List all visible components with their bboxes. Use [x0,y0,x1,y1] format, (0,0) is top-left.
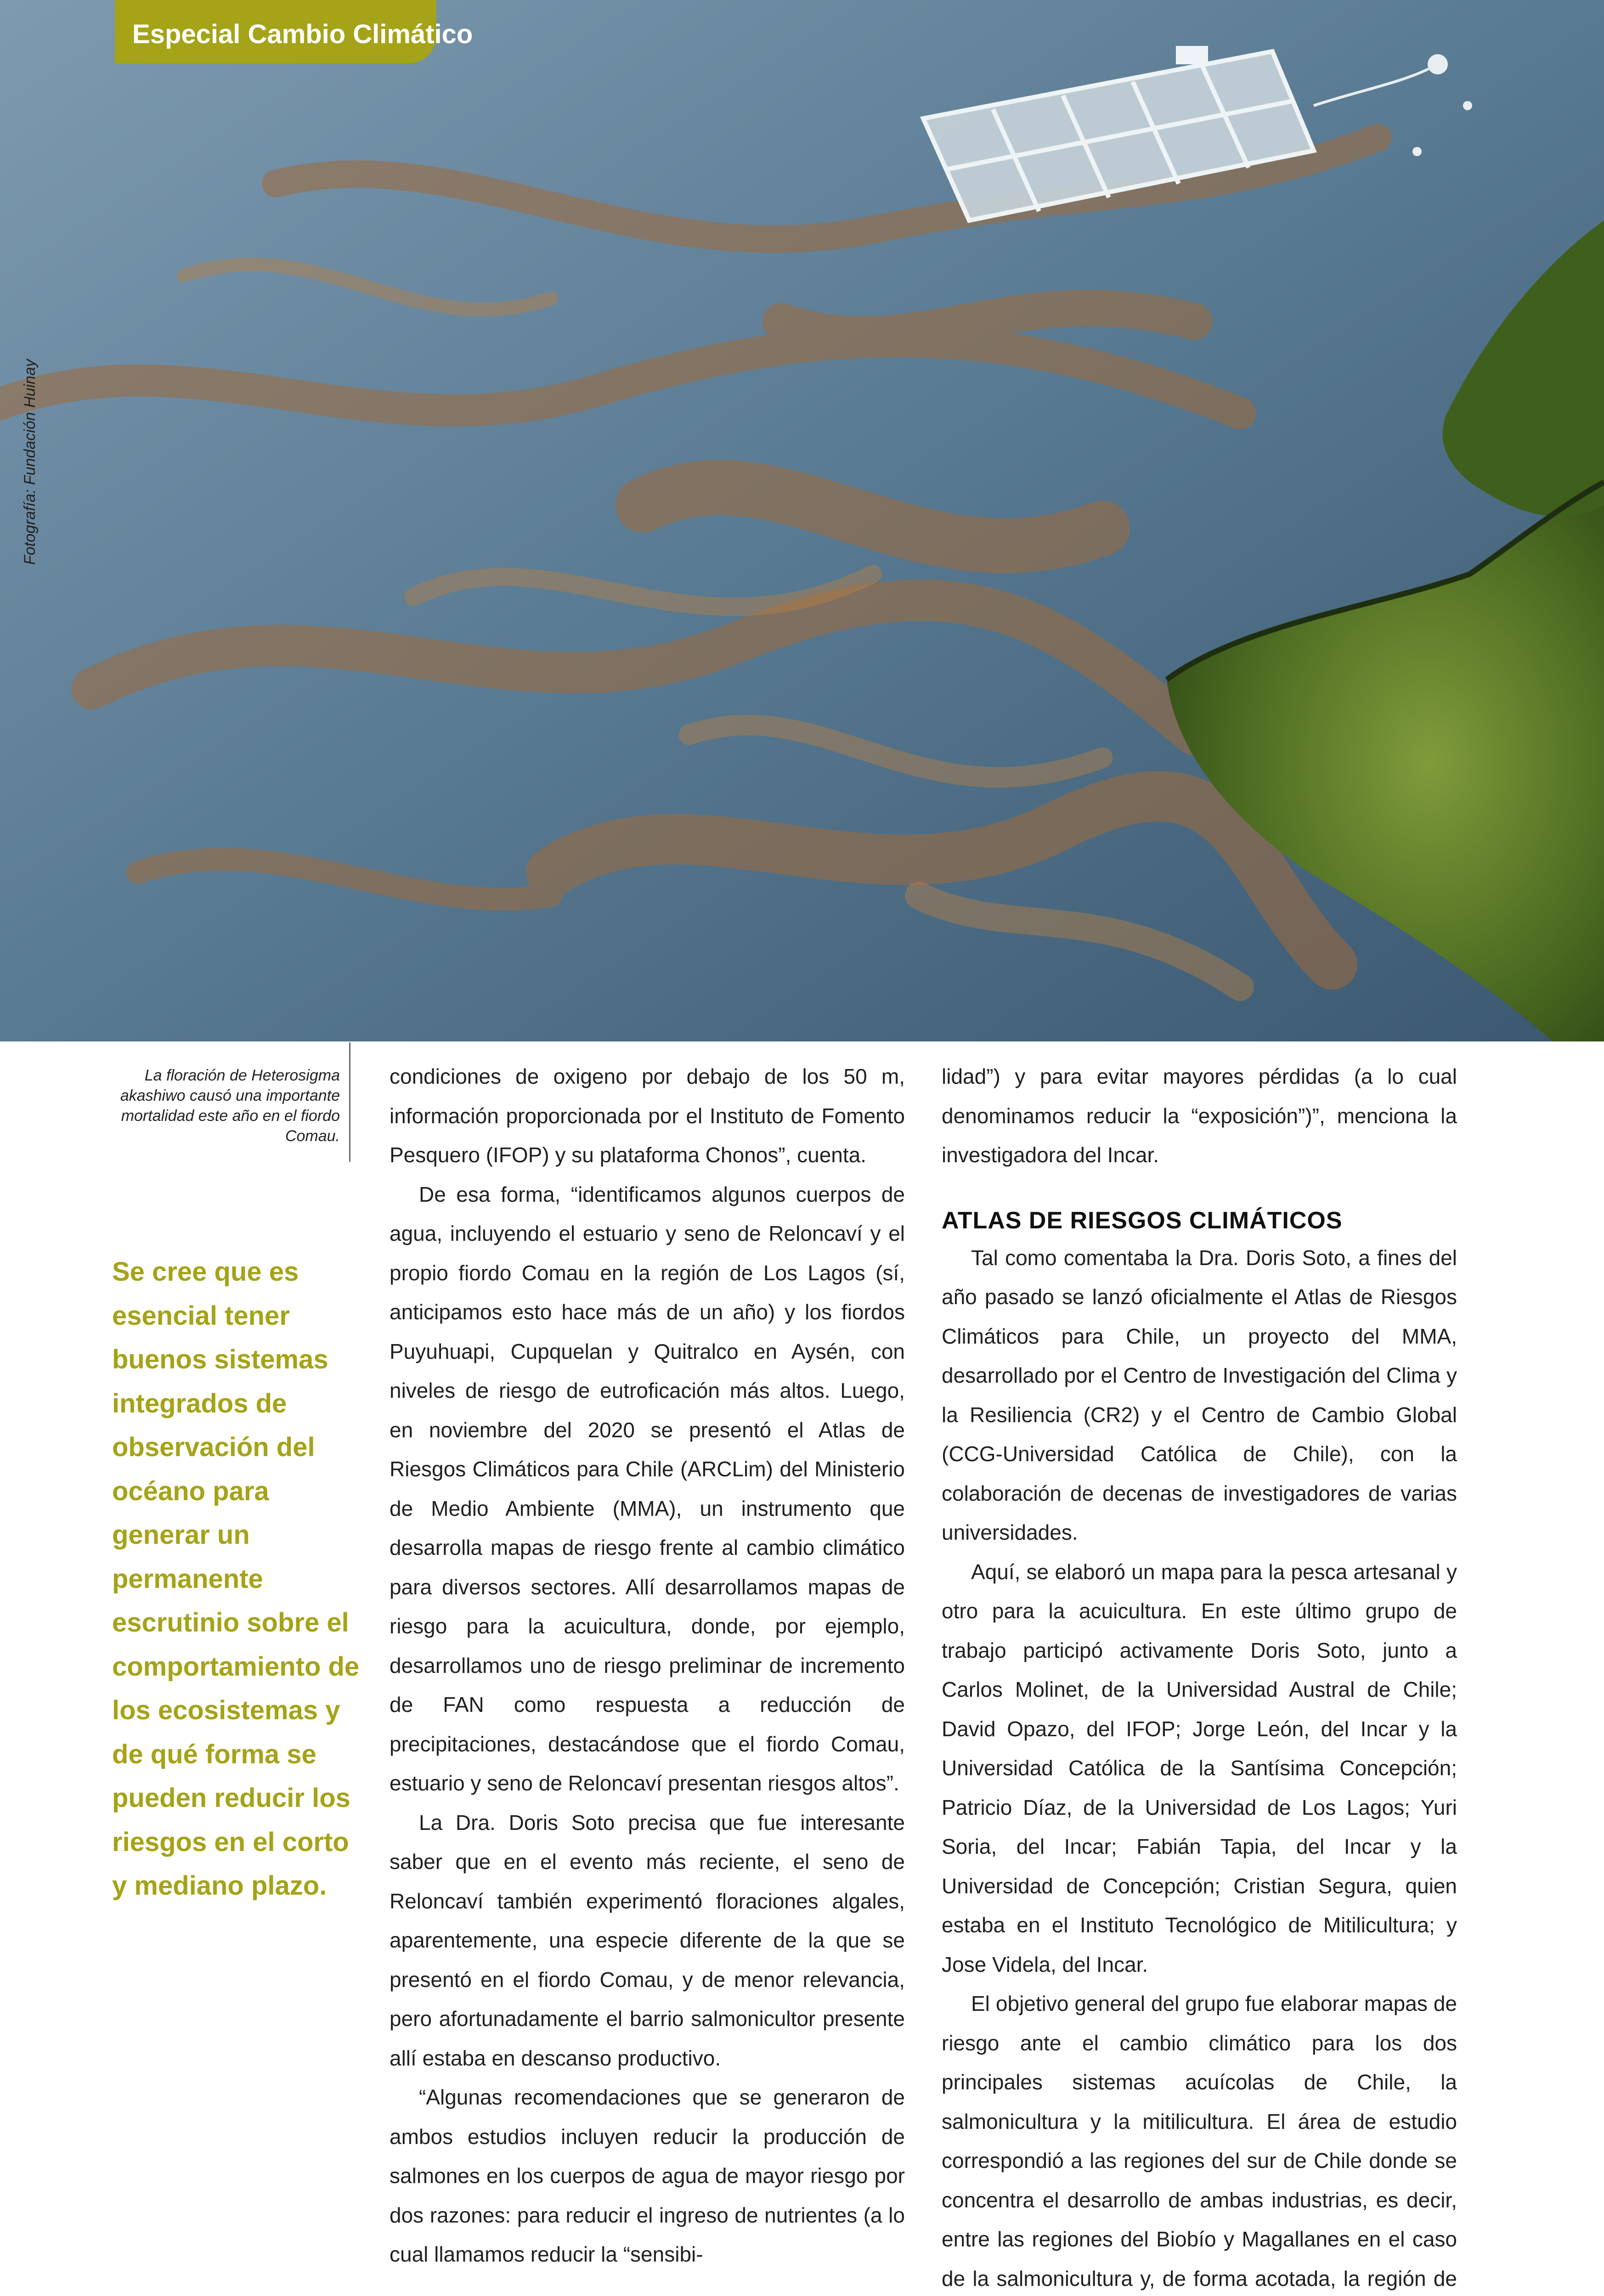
paragraph: lidad”) y para evitar mayores pérdidas (a lo cual denominamos reducir la “exposición”)”, menciona la investigadora del Incar. [942,1064,1457,1167]
paragraph: De esa forma, “identificamos algunos cuerpos de agua, incluyendo el estuario y seno de Reloncaví y el propio fiordo Comau en la región de Los Lagos (sí, anticipamos esto hace más de un año) y los fiordos Puyuhuapi, Cupquelan y Quitralco en Aysén, con niveles de riesgo de eutroficación más altos. Luego, en noviembre del 2020 se presentó el Atlas de Riesgos Climáticos para Chile (ARCLim) del Ministerio de Medio Ambiente (MMA), un instrumento que desarrolla mapas de riesgo frente al cambio climático para diversos sectores. Allí desarrollamos mapas de riesgo para la acuicultura, donde, por ejemplo, desarrollamos uno de riesgo preliminar de incremento de FAN como respuesta a reducción de precipitaciones, destacándose que el fiordo Comau, estuario y seno de Reloncaví presentan riesgos altos”. [390,1182,905,1795]
pull-quote: Se cree que es esencial tener buenos sistemas integrados de observación del océano para generar un permanente escrutinio sobre el comportamiento de los ecosistemas y de qué forma se pueden reducir los riesgos en el corto y mediano plazo. [112,1257,360,1901]
body-column-2 [942,1057,1457,2296]
paragraph: “Algunas recomendaciones que se generaron de ambos estudios incluyen reducir la producción de salmones en los cuerpos de agua de mayor riesgo por dos razones: para reducir el ingreso de nutrientes (a lo cual llamamos reducir la “sensibi- [390,2085,905,2266]
section-heading: ATLAS DE RIESGOS CLIMÁTICOS [942,1207,1343,1234]
paragraph: El objetivo general del grupo fue elaborar mapas de riesgo ante el cambio climático para los dos principales sistemas acuícolas de Chile, la salmonicultura y la mitilicultura. El área de estudio correspondió a las regiones del sur de Chile donde se concentra el desarrollo de ambas industrias, es decir, entre las regiones del Biobío y Magallanes en el caso de la salmonicultura y, de forma acotada, la región de [942,1992,1457,2290]
hero-photo [0,0,1604,1041]
body-column-1 [390,1057,905,2274]
photo-credit: Fotografía: Fundación Huinay [21,359,39,565]
paragraph: Aquí, se elaboró un mapa para la pesca artesanal y otro para la acuicultura. En este último grupo de trabajo participó activamente Doris Soto, junto a Carlos Molinet, de la Universidad Austral de Chile; David Opazo, del IFOP; Jorge León, del Incar y la Universidad Católica de la Santísima Concepción; Patricio Díaz, de la Universidad de Los Lagos; Yuri Soria, del Incar; Fabián Tapia, del Incar y la Universidad de Concepción; Cristian Segura, quien estaba en el Instituto Tecnológico de Mitilicultura; y Jose Videla, del Incar. [942,1559,1457,1976]
paragraph: condiciones de oxigeno por debajo de los 50 m, información proporcionada por el Instituto de Fomento Pesquero (IFOP) y su plataforma Chonos”, cuenta. [390,1064,905,1167]
paragraph: La Dra. Doris Soto precisa que fue interesante saber que en el evento más reciente, el seno de Reloncaví también experimentó floraciones algales, aparentemente, una especie diferente de la que se presentó en el fiordo Comau, y de menor relevancia, pero afortunadamente el barrio salmonicultor presente allí estaba en descanso productivo. [390,1810,905,2070]
section-tag: Especial Cambio Climático [115,0,436,63]
algal-bloom-photo [0,0,1604,1041]
caption-divider [349,1042,350,1162]
photo-caption: La floración de Heterosigma akashiwo causó una importante mortalidad este año en el fiordo Comau. [120,1067,340,1145]
paragraph: Tal como comentaba la Dra. Doris Soto, a fines del año pasado se lanzó oficialmente el Atlas de Riesgos Climáticos para Chile, un proyecto del MMA, desarrollado por el Centro de Investigación del Clima y la Resiliencia (CR2) y el Centro de Cambio Global (CCG-Universidad Católica de Chile), con la colaboración de decenas de investigadores de varias universidades. [942,1245,1457,1544]
